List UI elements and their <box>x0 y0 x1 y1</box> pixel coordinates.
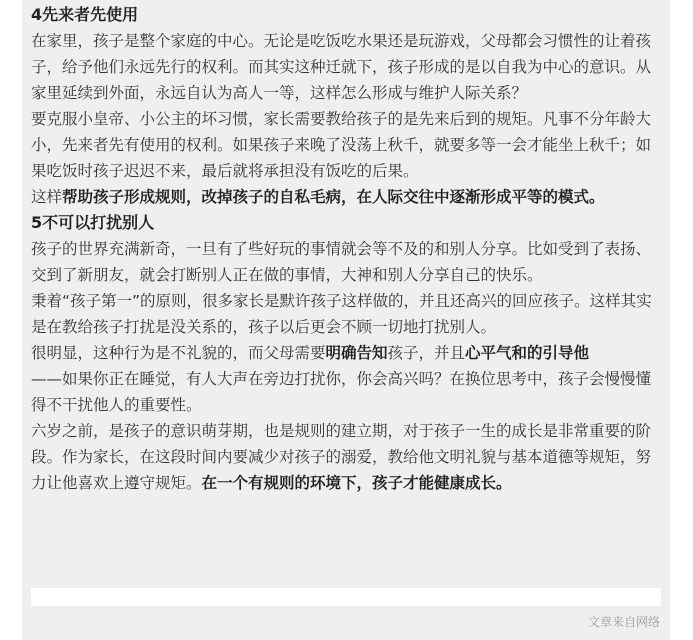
text-span: 孩子，并且 <box>387 344 466 362</box>
section-heading-5: 5不可以打扰别人 <box>31 213 155 232</box>
closing-text: 六岁之前，是孩子的意识萌芽期，也是规则的建立期，对于孩子一生的成长是非常重要的阶段。作为家长，在这段时间内要减少对孩子的溺爱，教给他文明礼貌与基本道德等规矩，努力让他喜欢上遵守规矩。 <box>31 422 652 492</box>
mixed-paragraph <box>31 340 663 418</box>
article-body <box>31 2 663 496</box>
paragraph: 在家里，孩子是整个家庭的中心。无论是吃饭吃水果还是玩游戏，父母都会习惯性的让着孩子，给予他们永远先行的权利。而其实这种迁就下，孩子形成的是以自我为中心的意识。从家里延续到外面，永远自认为高人一等，这样怎么形成与维护人际关系？ <box>31 32 652 102</box>
summary-bold: 帮助孩子形成规则，改掉孩子的自私毛病，在人际交往中逐渐形成平等的模式。 <box>62 188 605 206</box>
text-span: ——如果你正在睡觉，有人大声在旁边打扰你，你会高兴吗？在换位思考中，孩子会慢慢懂得不干扰他人的重要性。 <box>31 370 652 414</box>
closing-paragraph <box>31 418 663 496</box>
paragraph: 要克服小皇帝、小公主的坏习惯，家长需要教给孩子的是先来后到的规矩。凡事不分年龄大小，先来者先有使用的权利。如果孩子来晚了没荡上秋千，就要多等一会才能坐上秋千；如果吃饭时孩子迟迟不来，最后就将承担没有饭吃的后果。 <box>31 110 652 180</box>
paragraph: 孩子的世界充满新奇，一旦有了些好玩的事情就会等不及的和别人分享。比如受到了表扬、交到了新朋友，就会打断别人正在做的事情，大神和别人分享自己的快乐。 <box>31 240 652 284</box>
summary-paragraph <box>31 184 663 210</box>
summary-prefix: 这样 <box>31 188 63 206</box>
paragraph: 秉着“孩子第一”的原则，很多家长是默许孩子这样做的，并且还高兴的回应孩子。这样其实是在教给孩子打扰是没关系的，孩子以后更会不顾一切地打扰别人。 <box>31 292 652 336</box>
text-span: 很明显，这种行为是不礼貌的，而父母需要 <box>31 344 326 362</box>
source-note: 文章来自网络 <box>587 615 660 629</box>
bold-span: 明确告知 <box>325 344 388 362</box>
divider-bar <box>31 588 661 606</box>
closing-bold: 在一个有规则的环境下，孩子才能健康成长。 <box>201 474 512 492</box>
bold-span: 心平气和的引导他 <box>465 344 590 362</box>
section-heading-4: 4先来者先使用 <box>31 5 139 24</box>
